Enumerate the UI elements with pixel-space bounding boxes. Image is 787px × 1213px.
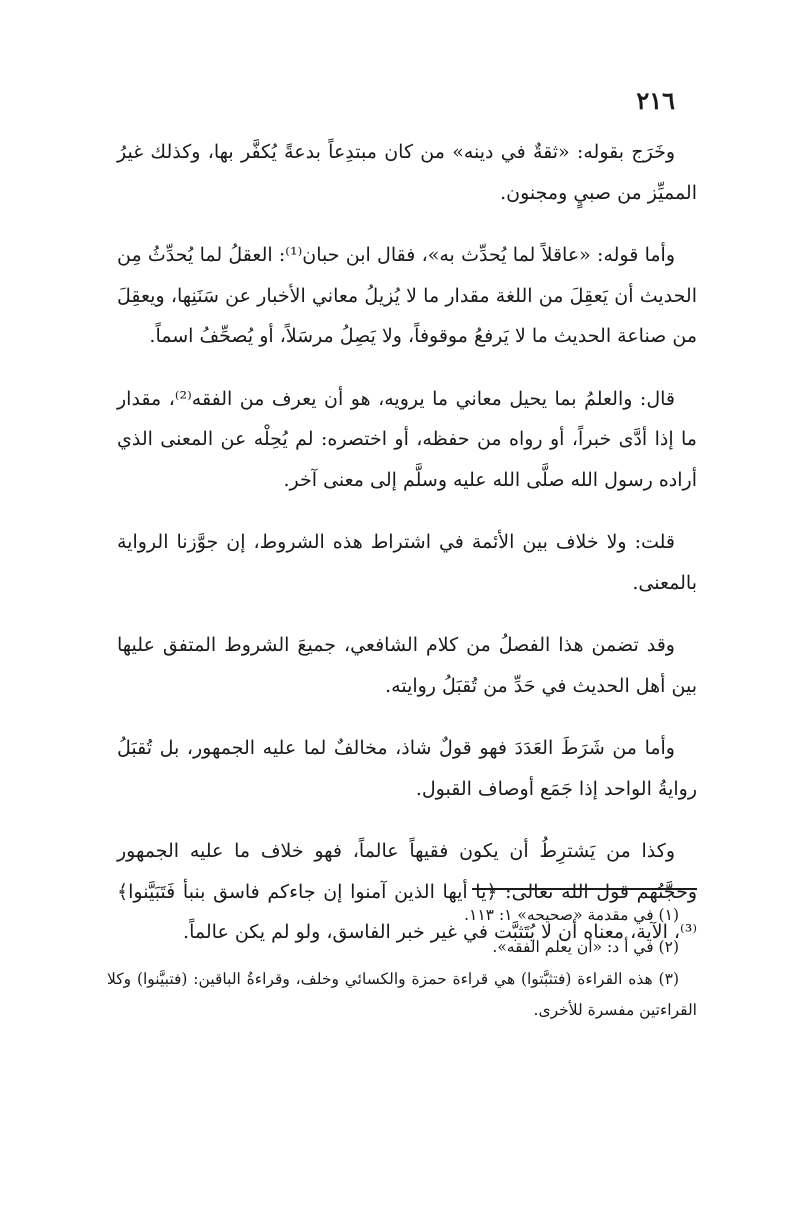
paragraph: وقد تضمن هذا الفصلُ من كلام الشافعي، جميعَ الشروط المتفق عليها بين أهل الحديث في حَدِّ من تُقبَلُ روايته. [117, 634, 697, 697]
footnotes [107, 900, 697, 1027]
paragraph: وأما من شَرَطَ العَدَدَ فهو قولٌ شاذ، مخالفٌ لما عليه الجمهور، بل تُقبَلُ روايةُ الواحد إذا جَمَع أوصاف القبول. [117, 737, 697, 800]
paragraph: وخَرَج بقوله: «ثقةٌ في دينه» من كان مبتدِعاً بدعةً يُكفَّر بها، وكذلك غيرُ المميِّز من صبيٍ ومجنون. [117, 141, 697, 204]
footnote: (٢) في أ د: «أن يعلم الفقه». [492, 938, 679, 956]
footnote-divider [472, 888, 697, 890]
footnote: (٣) هذه القراءة (فتثبَّتوا) هي قراءة حمزة والكسائي وخلف، وقراءةُ الباقين: (فتبيَّنوا) وكلا القراءتين مفسرة للأخرى. [107, 970, 697, 1019]
main-text [117, 132, 697, 975]
paragraph: وأما قوله: «عاقلاً لما يُحدِّث به»، فقال ابن حبان⁽¹⁾: العقلُ لما يُحدِّثُ مِن الحديث أن يَعقِلَ من اللغة مقدار ما لا يُزيلُ معاني الأخبار عن سَنَنِها، ويعقِلَ من صناعة الحديث ما لا يَرفعُ موقوفاً، ولا يَصِلُ مرسَلاً، أو يُصحِّفُ اسماً. [117, 244, 697, 347]
footnote: (١) في مقدمة «صحيحه» ١: ١١٣. [464, 906, 679, 924]
paragraph: وكذا من يَشترِطُ أن يكون فقيهاً عالماً، فهو خلاف ما عليه الجمهور وحجَّتُهم قول الله تعالى: ﴿يا أيها الذين آمنوا إن جاءكم فاسق بنبأ فَتَبَيَّنوا﴾⁽³⁾، الآية، معناه أن لا يُتَثبَّت في غير خبر الفاسق، ولو لم يكن عالماً. [117, 840, 697, 943]
paragraph: قال: والعلمُ بما يحيل معاني ما يرويه، هو أن يعرف من الفقه⁽²⁾، مقدار ما إذا أدَّى خبراً، أو رواه من حفظه، أو اختصره: لم يُحِلْه عن المعنى الذي أراده رسول الله صلَّى الله عليه وسلَّم إلى معنى آخر. [117, 387, 697, 491]
paragraph: قلت: ولا خلاف بين الأئمة في اشتراط هذه الشروط، إن جوَّزنا الرواية بالمعنى. [117, 531, 697, 594]
page-number: ٢١٦ [636, 86, 675, 115]
